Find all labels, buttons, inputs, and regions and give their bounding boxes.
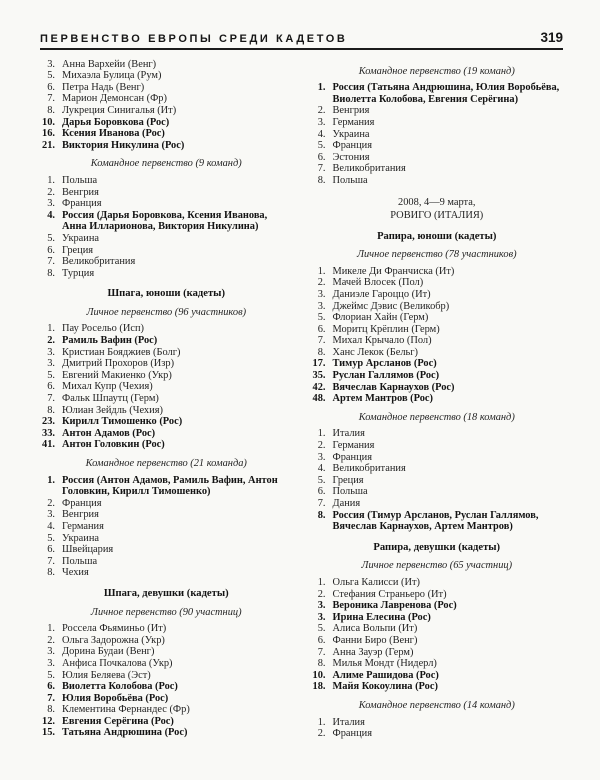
result-list [40,175,293,279]
entry-text: Клементина Фернандес (Фр) [62,704,190,716]
result-item [311,301,564,313]
rank-number: 6. [47,681,55,693]
entry-text: Германия [332,440,375,452]
rank-number: 4. [317,128,326,140]
rank-number: 6. [47,544,55,556]
right-column [311,59,564,740]
entry-text: Милья Мондт (Нидерл) [332,658,437,670]
result-list [311,266,564,405]
rank-number: 6. [317,151,326,163]
entry-text: Лукреция Синигалья (Ит) [62,104,177,116]
rank-number: 18. [312,681,326,693]
result-item [40,670,293,682]
rank-number: 3. [47,358,55,370]
entry-text: Великобритания [62,256,136,268]
entry-text: Россия (Дарья Боровкова, Ксения Иванова, Анна Илларионова, Виктория Никулина) [62,209,268,233]
rank-number: 2. [317,440,326,452]
rank-number: 5. [317,140,326,152]
rank-number: 15. [42,727,55,739]
entry-text: Франция [62,198,102,210]
entry-text: Микеле Ди Франчиска (Ит) [332,265,455,277]
entry-text: Турция [62,267,95,279]
rank-number: 7. [317,163,326,175]
result-item [40,70,293,82]
entry-text: Виктория Никулина (Рос) [62,139,185,151]
rank-number: 5. [317,623,326,635]
result-item [311,266,564,278]
result-list [311,717,564,740]
result-item [40,567,293,579]
rank-number: 5. [47,369,55,381]
entry-text: Россела Фьяминьо (Ит) [62,623,167,635]
entry-text: Артем Мантров (Рос) [332,393,433,405]
result-item [40,428,293,440]
rank-number: 6. [47,81,55,93]
running-title: ПЕРВЕНСТВО ЕВРОПЫ СРЕДИ КАДЕТОВ [40,33,348,45]
event-heading: Рапира, юноши (кадеты) [377,230,497,242]
result-item [311,670,564,682]
result-item [40,498,293,510]
entry-text: Россия (Антон Адамов, Рамиль Вафин, Антон Головкин, Кирилл Тимошенко) [62,474,278,498]
event-heading: Рапира, девушки (кадеты) [373,541,501,553]
result-item [311,486,564,498]
result-item [311,289,564,301]
result-item [40,727,293,739]
result-item [311,175,564,187]
result-list [40,59,293,152]
rank-number: 8. [47,404,55,416]
result-item [40,405,293,417]
result-item [311,635,564,647]
competition-subheading: Личное первенство (96 участников) [86,306,247,318]
rank-number: 5. [317,312,326,324]
entry-text: Украина [62,232,100,244]
entry-text: Ханс Лекок (Бельг) [332,346,419,358]
entry-text: Татьяна Андрюшина (Рос) [62,727,188,739]
result-item [311,382,564,394]
rank-number: 8. [47,267,55,279]
result-item [40,323,293,335]
result-item [40,128,293,140]
result-item [40,635,293,647]
entry-text: Юлиан Зейдль (Чехия) [62,404,163,416]
rank-number: 23. [42,416,55,428]
rank-number: 7. [47,93,55,105]
entry-text: Швейцария [62,544,114,556]
result-item [311,510,564,533]
result-item [311,463,564,475]
rank-number: 35. [312,370,326,382]
result-item [40,105,293,117]
rank-number: 2. [47,634,55,646]
result-list [311,82,564,186]
rank-number: 3. [47,198,55,210]
entry-text: Польша [62,555,98,567]
rank-number: 5. [47,232,55,244]
result-item [40,556,293,568]
entry-text: Польша [332,174,368,186]
rank-number: 1. [47,623,55,635]
entry-text: Франция [62,497,102,509]
rank-number: 3. [47,657,55,669]
result-item [311,370,564,382]
entry-text: Венгрия [62,186,99,198]
entry-text: Германия [62,520,104,532]
rank-number: 8. [317,174,326,186]
rank-number: 42. [312,381,326,393]
result-list [40,475,293,579]
rank-number: 2. [317,728,326,740]
rank-number: 3. [317,288,326,300]
entry-text: Виолетта Колобова (Рос) [62,681,178,693]
result-item [40,93,293,105]
rank-number: 8. [47,567,55,579]
result-item [311,152,564,164]
entry-text: Евгений Макиенко (Укр) [62,369,172,381]
result-item [311,393,564,405]
result-list [311,577,564,693]
result-item [40,256,293,268]
rank-number: 7. [47,256,55,268]
result-item [40,233,293,245]
result-item [40,646,293,658]
result-item [311,717,564,729]
result-list [40,323,293,451]
entry-text: Венгрия [62,509,99,521]
result-item [40,245,293,257]
competition-subheading: Командное первенство (9 команд) [90,158,242,170]
result-item [40,693,293,705]
rank-number: 3. [47,509,55,521]
rank-number: 3. [47,646,55,658]
entry-text: Флориан Хайн (Герм) [332,312,429,324]
rank-number: 1. [47,323,55,335]
result-item [40,533,293,545]
entry-text: Греция [332,474,364,486]
entry-text: Россия (Татьяна Андрюшина, Юлия Воробьёва, Виолетта Колобова, Евгения Серёгина) [332,82,560,105]
entry-text: Михал Купр (Чехия) [62,381,153,393]
entry-text: Италия [332,428,365,440]
result-item [311,600,564,612]
rank-number: 2. [47,497,55,509]
entry-text: Ольга Задорожна (Укр) [62,634,165,646]
entry-text: Великобритания [332,463,406,475]
result-item [40,187,293,199]
result-item [311,347,564,359]
result-item [311,647,564,659]
result-item [311,498,564,510]
result-item [40,393,293,405]
rank-number: 2. [317,105,326,117]
result-item [40,475,293,498]
entry-text: Россия (Тимур Арсланов, Руслан Галлямов, Вячеслав Карнаухов, Артем Мантров) [332,509,539,533]
entry-text: Евгения Серёгина (Рос) [62,715,174,727]
entry-text: Эстония [332,151,370,163]
rank-number: 8. [317,658,326,670]
rank-number: 1. [47,174,55,186]
entry-text: Польша [332,486,368,498]
result-item [311,312,564,324]
rank-number: 7. [317,646,326,658]
result-item [40,381,293,393]
rank-number: 7. [47,555,55,567]
rank-number: 17. [312,358,326,370]
entry-text: Юлия Беляева (Эст) [62,669,151,681]
rank-number: 3. [47,58,55,70]
entry-text: Джеймс Дэвис (Великобр) [332,300,450,312]
rank-number: 48. [312,393,326,405]
result-item [311,428,564,440]
result-item [40,175,293,187]
result-item [311,163,564,175]
result-item [40,59,293,71]
rank-number: 7. [47,393,55,405]
rank-number: 8. [47,704,55,716]
result-item [311,117,564,129]
rank-number: 1. [317,576,326,588]
competition-subheading: Командное первенство (19 команд) [358,65,515,77]
rank-number: 6. [317,634,326,646]
entry-text: Кристиан Бояджиев (Болг) [62,346,181,358]
entry-text: Дарья Боровкова (Рос) [62,116,170,128]
date-line: 2008, 4—9 марта, [398,196,476,208]
rank-number: 5. [47,669,55,681]
rank-number: 5. [47,532,55,544]
rank-number: 3. [317,300,326,312]
date-line: РОВИГО (ИТАЛИЯ) [390,209,484,221]
result-item [311,129,564,141]
entry-text: Ксения Иванова (Рос) [62,128,165,140]
two-column-layout [40,59,563,740]
result-item [311,277,564,289]
rank-number: 1. [47,474,55,486]
rank-number: 5. [317,474,326,486]
competition-subheading: Личное первенство (78 участников) [356,249,517,261]
rank-number: 3. [317,600,326,612]
entry-text: Анна Вархейи (Венг) [62,58,157,70]
rank-number: 1. [317,716,326,728]
rank-number: 4. [47,209,55,221]
rank-number: 3. [47,346,55,358]
result-item [311,623,564,635]
entry-text: Дмитрий Прохоров (Изр) [62,358,175,370]
entry-text: Алиса Вольпи (Ит) [332,623,418,635]
entry-text: Греция [62,244,94,256]
entry-text: Франция [332,728,372,740]
result-item [40,716,293,728]
entry-text: Ольга Калисси (Ит) [332,576,420,588]
rank-number: 1. [317,82,326,94]
entry-text: Анфиса Почкалова (Укр) [62,657,173,669]
entry-text: Антон Головкин (Рос) [62,439,165,451]
rank-number: 8. [317,509,326,521]
entry-text: Франция [332,140,372,152]
result-item [311,105,564,117]
entry-text: Моритц Крёплин (Герм) [332,323,440,335]
rank-number: 3. [317,116,326,128]
rank-number: 16. [42,128,55,140]
result-item [311,335,564,347]
rank-number: 1. [317,428,326,440]
rank-number: 7. [317,498,326,509]
result-item [40,117,293,129]
rank-number: 3. [317,611,326,623]
rank-number: 8. [317,346,326,358]
entry-text: Алиме Рашидова (Рос) [332,669,439,681]
entry-text: Стефания Страньеро (Ит) [332,588,447,600]
rank-number: 1. [317,265,326,277]
page-number: 319 [540,30,563,45]
entry-text: Венгрия [332,105,370,117]
competition-subheading: Командное первенство (18 команд) [358,411,515,423]
result-item [40,347,293,359]
entry-text: Мачей Влосек (Пол) [332,277,424,289]
rank-number: 21. [42,139,55,151]
entry-text: Тимур Арсланов (Рос) [332,358,437,370]
entry-text: Марион Демонсан (Фр) [62,93,167,105]
entry-text: Чехия [62,567,89,579]
result-item [40,416,293,428]
entry-text: Михаэла Булица (Рум) [62,70,162,82]
left-column [40,59,293,740]
rank-number: 6. [317,486,326,498]
rank-number: 2. [317,588,326,600]
entry-text: Петра Надь (Венг) [62,81,145,93]
result-item [40,82,293,94]
result-item [311,324,564,336]
rank-number: 33. [42,427,55,439]
rank-number: 7. [47,692,55,704]
entry-text: Михал Крычало (Пол) [332,335,432,347]
result-item [40,358,293,370]
result-item [40,521,293,533]
date-location-heading [311,196,564,222]
entry-text: Ирина Елесина (Рос) [332,611,431,623]
rank-number: 4. [317,463,326,475]
result-item [40,198,293,210]
entry-text: Даниэле Гароццо (Ит) [332,288,431,300]
result-item [311,728,564,740]
result-item [40,704,293,716]
page-header [40,30,563,45]
entry-text: Юлия Воробьёва (Рос) [62,692,169,704]
rank-number: 8. [47,104,55,116]
result-item [40,544,293,556]
rank-number: 6. [47,244,55,256]
result-item [311,82,564,105]
result-item [40,335,293,347]
entry-text: Дорина Будаи (Венг) [62,646,155,658]
entry-text: Дания [332,498,361,509]
rank-number: 41. [42,439,55,451]
result-item [311,589,564,601]
result-item [311,475,564,487]
entry-text: Италия [332,716,365,728]
competition-subheading: Личное первенство (90 участниц) [90,606,242,618]
competition-subheading: Командное первенство (21 команда) [85,458,247,469]
result-item [311,612,564,624]
rank-number: 2. [47,335,55,347]
entry-text: Рамиль Вафин (Рос) [62,335,158,347]
entry-text: Фальк Шпаутц (Герм) [62,393,159,405]
rank-number: 6. [317,323,326,335]
result-item [311,658,564,670]
result-item [311,577,564,589]
entry-text: Пау Росельо (Исп) [62,323,145,335]
rank-number: 6. [47,381,55,393]
result-item [40,370,293,382]
result-item [40,681,293,693]
result-item [40,623,293,635]
result-item [311,358,564,370]
entry-text: Украина [62,532,100,544]
result-item [40,658,293,670]
rank-number: 5. [47,70,55,82]
entry-text: Руслан Галлямов (Рос) [332,370,440,382]
result-item [40,140,293,152]
rank-number: 4. [47,520,55,532]
entry-text: Германия [332,116,375,128]
event-heading: Шпага, юноши (кадеты) [107,288,225,300]
entry-text: Франция [332,451,372,463]
result-item [40,439,293,451]
entry-text: Великобритания [332,163,406,175]
result-item [311,140,564,152]
rank-number: 2. [47,186,55,198]
entry-text: Антон Адамов (Рос) [62,427,156,439]
entry-text: Фанни Биро (Венг) [332,634,418,646]
result-item [40,268,293,280]
entry-text: Кирилл Тимошенко (Рос) [62,416,183,428]
result-item [40,509,293,521]
entry-text: Анна Зауэр (Герм) [332,646,414,658]
rank-number: 7. [317,335,326,347]
result-item [311,681,564,693]
competition-subheading: Личное первенство (65 участниц) [361,560,513,572]
result-list [40,623,293,739]
entry-text: Вячеслав Карнаухов (Рос) [332,381,455,393]
event-heading: Шпага, девушки (кадеты) [103,587,229,599]
result-item [311,440,564,452]
rank-number: 10. [42,116,55,128]
entry-text: Майя Кокоулина (Рос) [332,681,438,693]
header-rule [40,48,563,50]
entry-text: Вероника Лавренова (Рос) [332,600,457,612]
rank-number: 10. [312,669,326,681]
competition-subheading: Командное первенство (14 команд) [358,699,515,711]
rank-number: 3. [317,451,326,463]
entry-text: Польша [62,174,98,186]
result-item [40,210,293,233]
rank-number: 12. [42,715,55,727]
result-item [311,452,564,464]
entry-text: Украина [332,128,370,140]
result-list [311,428,564,532]
rank-number: 2. [317,277,326,289]
